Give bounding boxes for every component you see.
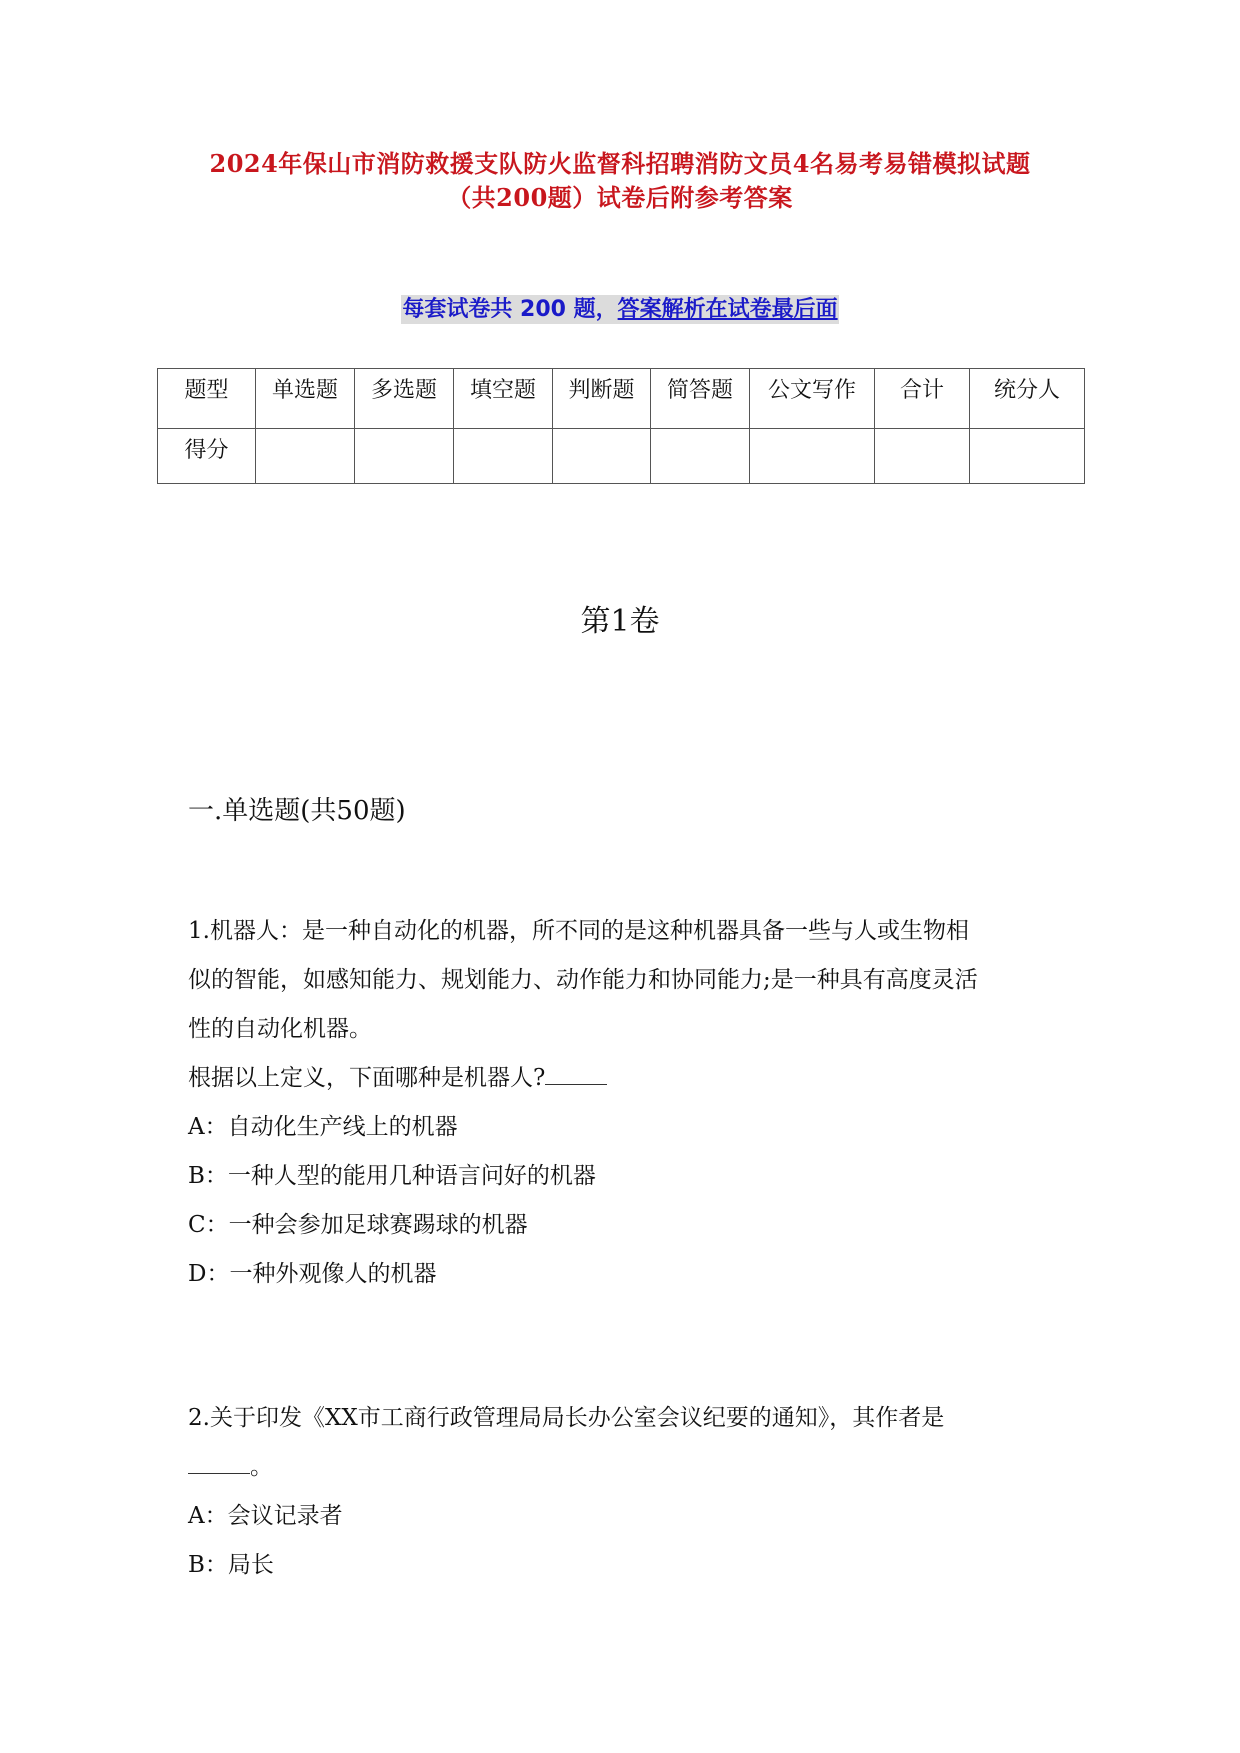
question-2-stem-line: 2.关于印发《XX市工商行政管理局局长办公室会议纪要的通知》，其作者是 xyxy=(188,1405,945,1431)
subtitle xyxy=(0,292,1240,323)
score-table-score-row xyxy=(158,429,1085,484)
answer-blank xyxy=(545,1062,607,1085)
score-table-header-row xyxy=(158,369,1085,429)
score-cell-grader[interactable] xyxy=(970,429,1085,484)
subtitle-prefix: 每套试卷共 200 题， xyxy=(402,297,618,322)
score-cell-fill[interactable] xyxy=(454,429,553,484)
question-1-stem-line: 1.机器人：是一种自动化的机器，所不同的是这种机器具备一些与人或生物相 xyxy=(188,918,969,944)
question-1-stem-line: 似的智能，如感知能力、规划能力、动作能力和协同能力;是一种具有高度灵活 xyxy=(188,967,978,993)
question-2-blank-line xyxy=(188,1443,1068,1492)
question-1-stem-line: 性的自动化机器。 xyxy=(188,1016,372,1042)
question-2-option-b: B：局长 xyxy=(188,1552,274,1578)
question-1-option-c: C：一种会参加足球赛踢球的机器 xyxy=(188,1212,528,1238)
question-2 xyxy=(188,1394,1068,1590)
score-cell-writing[interactable] xyxy=(750,429,875,484)
document-title-line1: 2024年保山市消防救援支队防火监督科招聘消防文员4名易考易错模拟试题 xyxy=(209,149,1031,178)
question-1-option-a: A：自动化生产线上的机器 xyxy=(188,1114,458,1140)
score-cell-total[interactable] xyxy=(875,429,970,484)
question-1-option-b: B：一种人型的能用几种语言问好的机器 xyxy=(188,1163,596,1189)
score-cell-multi[interactable] xyxy=(355,429,454,484)
score-cell-single[interactable] xyxy=(256,429,355,484)
question-1-option-d: D：一种外观像人的机器 xyxy=(188,1261,437,1287)
header-cell-judge: 判断题 xyxy=(553,369,651,429)
question-1-prompt xyxy=(188,1054,1068,1103)
header-cell-multi: 多选题 xyxy=(355,369,454,429)
question-1-prompt-text: 根据以上定义，下面哪种是机器人? xyxy=(188,1065,546,1091)
score-cell-short[interactable] xyxy=(651,429,750,484)
question-2-option-a: A：会议记录者 xyxy=(188,1503,343,1529)
answer-link[interactable]: 答案解析在试卷最后面 xyxy=(617,297,838,322)
header-cell-single: 单选题 xyxy=(256,369,355,429)
volume-title: 第1卷 xyxy=(580,604,660,639)
section-title: 一.单选题(共50题) xyxy=(188,796,406,826)
header-cell-grader: 统分人 xyxy=(970,369,1085,429)
score-row-label: 得分 xyxy=(158,429,256,484)
header-cell-short: 简答题 xyxy=(651,369,750,429)
score-cell-judge[interactable] xyxy=(553,429,651,484)
answer-blank xyxy=(188,1451,250,1474)
question-1 xyxy=(188,907,1068,1299)
header-cell-type: 题型 xyxy=(158,369,256,429)
subtitle-text xyxy=(401,295,838,324)
question-2-stem-tail: 。 xyxy=(250,1454,273,1480)
header-cell-fill: 填空题 xyxy=(454,369,553,429)
header-cell-total: 合计 xyxy=(875,369,970,429)
document-title-line2: （共200题）试卷后附参考答案 xyxy=(447,183,793,212)
score-table xyxy=(157,368,1085,484)
header-cell-writing: 公文写作 xyxy=(750,369,875,429)
